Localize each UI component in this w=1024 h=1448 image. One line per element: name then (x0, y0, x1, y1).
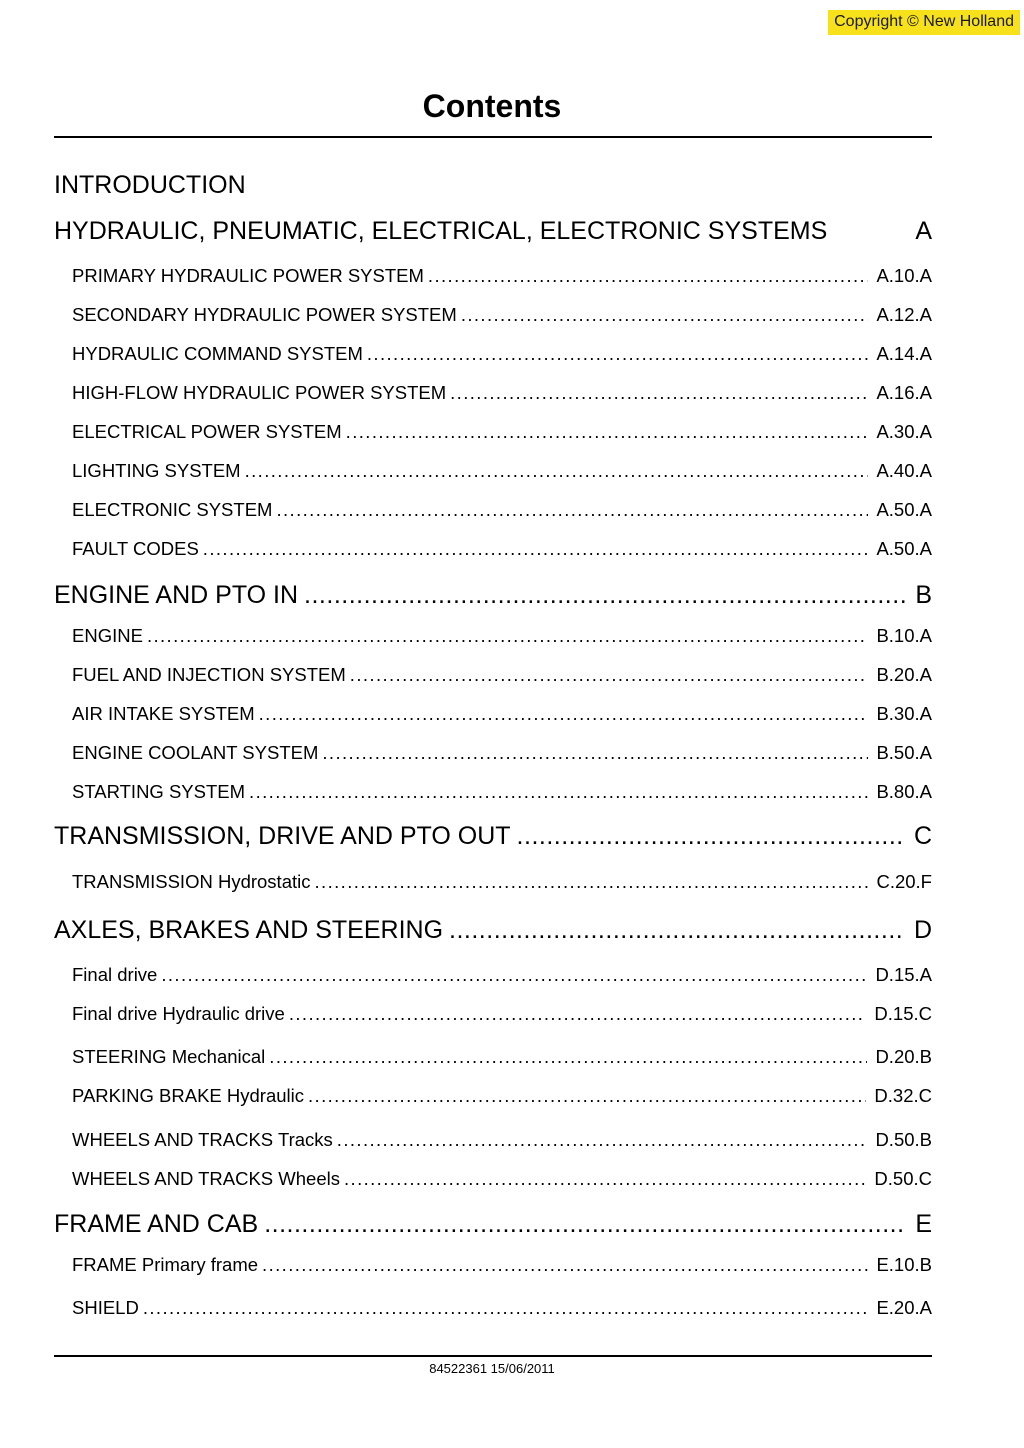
toc-entry-label: ELECTRICAL POWER SYSTEM (72, 421, 342, 442)
dot-leader (161, 964, 867, 986)
footer-doc-id: 84522361 15/06/2011 (429, 1361, 555, 1376)
toc-entry[interactable] (72, 781, 932, 803)
toc-entry-label: PRIMARY HYDRAULIC POWER SYSTEM (72, 265, 424, 286)
dot-leader (269, 1046, 867, 1068)
toc-entry-label: PARKING BRAKE Hydraulic (72, 1085, 304, 1106)
dot-leader (367, 343, 869, 365)
toc-entry[interactable] (72, 1254, 932, 1276)
toc-entry[interactable] (72, 625, 932, 647)
toc-entry-code: E.20.A (876, 1297, 932, 1318)
toc-section-code: C (913, 822, 932, 850)
toc-section-label: AXLES, BRAKES AND STEERING (54, 916, 444, 944)
toc-entry-code: B.30.A (876, 703, 932, 724)
dot-leader (428, 265, 869, 287)
toc-entry-code: D.15.C (874, 1003, 932, 1024)
toc-entry[interactable] (72, 538, 932, 560)
toc-section[interactable] (54, 915, 932, 945)
toc-section-label: ENGINE AND PTO IN (54, 581, 299, 609)
toc-entry[interactable] (72, 1129, 932, 1151)
toc-entry-label: HIGH-FLOW HYDRAULIC POWER SYSTEM (72, 382, 447, 403)
toc-entry-code: D.50.C (874, 1168, 932, 1189)
dot-leader (249, 781, 868, 803)
toc-entry-code: D.50.B (875, 1129, 932, 1150)
dot-leader (259, 703, 869, 725)
dot-leader (143, 1297, 869, 1319)
dot-leader (289, 1003, 867, 1025)
toc-entry[interactable] (72, 304, 932, 326)
toc-entry[interactable] (72, 460, 932, 482)
toc-entry-code: D.20.B (875, 1046, 932, 1067)
toc-entry-code: D.32.C (874, 1085, 932, 1106)
toc-entry[interactable] (72, 703, 932, 725)
dot-leader (350, 664, 869, 686)
dot-leader (346, 421, 869, 443)
toc-section-label: HYDRAULIC, PNEUMATIC, ELECTRICAL, ELECTRONIC SYSTEMS (54, 217, 828, 245)
dot-leader (264, 1209, 905, 1239)
toc-entry-label: TRANSMISSION Hydrostatic (72, 871, 311, 892)
toc-entry-label: WHEELS AND TRACKS Wheels (72, 1168, 340, 1189)
toc-entry-label: STARTING SYSTEM (72, 781, 246, 802)
toc-entry-label: LIGHTING SYSTEM (72, 460, 241, 481)
dot-leader (517, 821, 904, 851)
toc-entry-label: Final drive (72, 964, 158, 985)
toc-section-label: TRANSMISSION, DRIVE AND PTO OUT (54, 822, 511, 850)
page-title: Contents (422, 88, 562, 124)
toc-section-code: A (915, 217, 932, 245)
toc-entry[interactable] (72, 265, 932, 287)
toc-entry[interactable] (72, 1003, 932, 1025)
toc-entry[interactable] (72, 1085, 932, 1107)
toc-entry-label: STEERING Mechanical (72, 1046, 266, 1067)
dot-leader (308, 1085, 866, 1107)
toc-entry[interactable] (72, 742, 932, 764)
toc-entry[interactable] (72, 664, 932, 686)
toc-entry-code: A.30.A (876, 421, 932, 442)
toc-entry-label: ENGINE COOLANT SYSTEM (72, 742, 319, 763)
toc-entry[interactable] (72, 343, 932, 365)
toc-entry-code: A.14.A (876, 343, 932, 364)
toc-section-label: INTRODUCTION (54, 171, 246, 199)
toc-entry[interactable] (72, 421, 932, 443)
dot-leader (461, 304, 869, 326)
toc-entry-code: A.50.A (876, 499, 932, 520)
toc-entry-code: B.20.A (876, 664, 932, 685)
toc-entry-code: B.80.A (876, 781, 932, 802)
toc-entry-label: FRAME Primary frame (72, 1254, 259, 1275)
toc-entry-label: AIR INTAKE SYSTEM (72, 703, 255, 724)
toc-entry[interactable] (72, 499, 932, 521)
toc-entry-label: Final drive Hydraulic drive (72, 1003, 285, 1024)
top-divider (54, 136, 932, 138)
toc-section-code: E (915, 1210, 932, 1238)
toc-section-code: B (915, 581, 932, 609)
toc-section-code: D (913, 916, 932, 944)
toc-section[interactable] (54, 216, 932, 246)
toc-entry-label: ELECTRONIC SYSTEM (72, 499, 273, 520)
dot-leader (450, 382, 868, 404)
dot-leader (245, 460, 869, 482)
toc-entry-code: E.10.B (876, 1254, 932, 1275)
toc-entry[interactable] (72, 1297, 932, 1319)
toc-entry-code: B.10.A (876, 625, 932, 646)
toc-entry-label: SHIELD (72, 1297, 139, 1318)
dot-leader (262, 1254, 868, 1276)
toc-entry-label: FUEL AND INJECTION SYSTEM (72, 664, 346, 685)
bottom-divider (54, 1355, 932, 1357)
toc-section-label: FRAME AND CAB (54, 1210, 259, 1238)
dot-leader (449, 915, 904, 945)
toc-entry-code: A.12.A (876, 304, 932, 325)
toc-entry-code: C.20.F (876, 871, 932, 892)
toc-entry-code: A.10.A (876, 265, 932, 286)
dot-leader (315, 871, 869, 893)
toc-entry-code: A.16.A (876, 382, 932, 403)
toc-entry[interactable] (72, 1046, 932, 1068)
toc-entry-code: A.50.A (876, 538, 932, 559)
toc-section[interactable] (54, 1209, 932, 1239)
dot-leader (276, 499, 868, 521)
toc-entry[interactable] (72, 964, 932, 986)
toc-entry-code: A.40.A (876, 460, 932, 481)
dot-leader (337, 1129, 868, 1151)
toc-entry-label: FAULT CODES (72, 538, 199, 559)
toc-entry-label: ENGINE (72, 625, 143, 646)
dot-leader (203, 538, 869, 560)
toc-section[interactable] (54, 821, 932, 851)
toc-entry-code: B.50.A (876, 742, 932, 763)
toc-section[interactable] (54, 170, 932, 200)
copyright-badge: Copyright © New Holland (828, 10, 1020, 35)
dot-leader (304, 580, 905, 610)
toc-entry-label: HYDRAULIC COMMAND SYSTEM (72, 343, 363, 364)
toc-entry-label: WHEELS AND TRACKS Tracks (72, 1129, 333, 1150)
toc-entry[interactable] (72, 871, 932, 893)
dot-leader (344, 1168, 866, 1190)
toc-entry-label: SECONDARY HYDRAULIC POWER SYSTEM (72, 304, 457, 325)
toc-entry-code: D.15.A (875, 964, 932, 985)
toc-section[interactable] (54, 580, 932, 610)
toc-entry[interactable] (72, 1168, 932, 1190)
dot-leader (322, 742, 868, 764)
dot-leader (147, 625, 869, 647)
toc-entry[interactable] (72, 382, 932, 404)
